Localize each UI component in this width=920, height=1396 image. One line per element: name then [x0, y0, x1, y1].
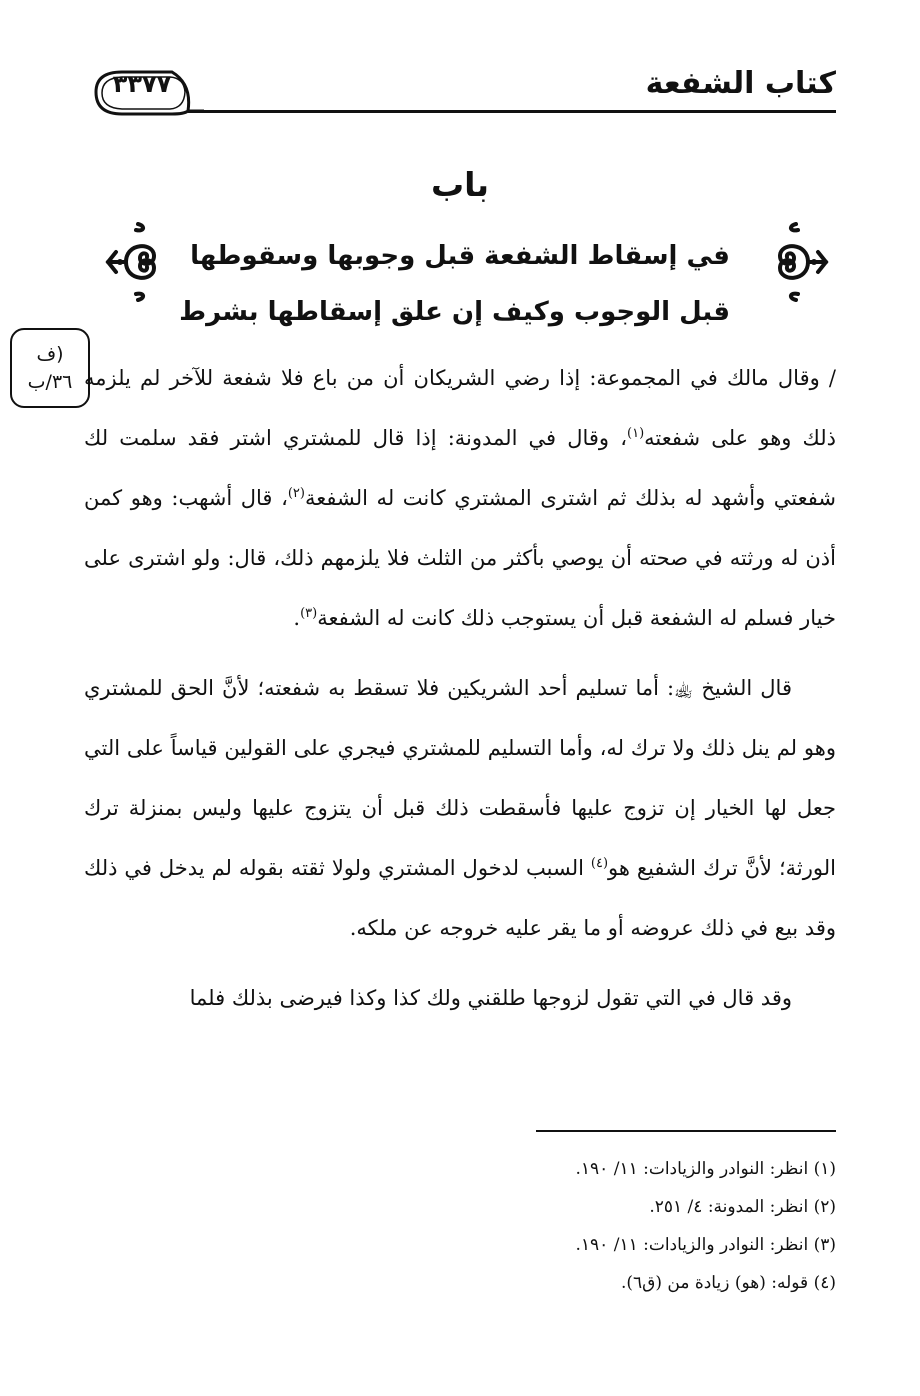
manuscript-folio-note: [10, 328, 90, 408]
chapter-title-line: في إسقاط الشفعة قبل وجوبها وسقوطها: [190, 241, 730, 271]
paragraph: [84, 658, 836, 958]
footnote: (١) انظر: النوادر والزيادات: ١١/ ١٩٠.: [575, 1159, 836, 1179]
footnote: (٣) انظر: النوادر والزيادات: ١١/ ١٩٠.: [575, 1235, 836, 1255]
header-rule: [188, 110, 836, 113]
page-number-badge: [92, 64, 204, 120]
footnotes: [84, 1150, 836, 1302]
text-run: / وقال مالك في المجموعة: إذا رضي الشريكان أن من باع فلا شفعة للآخر لم يلزمه ذلك وهو على شفعته: [84, 366, 836, 450]
floral-scroll-ornament-icon: [768, 222, 830, 302]
footnote-ref[interactable]: (١): [627, 426, 645, 441]
floral-scroll-ornament-icon: [104, 222, 166, 302]
paragraph: [84, 348, 836, 648]
footnote-ref[interactable]: (٣): [300, 606, 318, 621]
paragraph: وقد قال في التي تقول لزوجها طلقني ولك كذا وكذا فيرضى بذلك فلما: [189, 986, 792, 1010]
text-run: السبب لدخول المشتري ولولا ثقته بقوله لم يدخل في ذلك وقد بيع في ذلك عروضه أو ما يقر عليه خروجه عن ملكه.: [84, 856, 836, 940]
text-run: قال الشيخ ﵀: أما تسليم أحد الشريكين فلا تسقط به شفعته؛ لأنَّ الحق للمشتري وهو لم ينل ذلك ولا ترك له، وأما التسليم للمشتري فيجري على القولين قياساً على التي جعل لها الخيار إن تزوج عليها فأسقطت ذلك قبل أن يتزوج عليها وليس بمنزلة ترك الورثة؛ لأنَّ ترك الشفيع هو: [84, 676, 836, 880]
footnote: (٤) قوله: (هو) زيادة من (ق٦).: [620, 1273, 836, 1293]
chapter-title-line: قبل الوجوب وكيف إن علق إسقاطها بشرط: [179, 297, 730, 327]
footnote-ref[interactable]: (٢): [287, 486, 305, 501]
chapter-title: [179, 228, 730, 340]
book-title: كتاب الشفعة: [645, 66, 836, 101]
text-run: ، وقال في المدونة: إذا قال للمشتري اشتر فقد سلمت لك شفعتي وأشهد له بذلك ثم اشترى المشتري كانت له الشفعة: [84, 426, 836, 510]
text-run: ، قال أشهب: وهو كمن أذن له ورثته في صحته أن يوصي بأكثر من الثلث فلا يلزمهم ذلك، قال: ولو اشترى على خيار فسلم له الشفعة قبل أن يستوجب ذلك كانت له الشفعة: [84, 486, 836, 630]
page-number: ٣٣٧٧: [112, 70, 172, 98]
footnote-ref[interactable]: (٤): [590, 856, 609, 871]
chapter-label: باب: [431, 165, 489, 204]
footnote: (٢) انظر: المدونة: ٤/ ٢٥١.: [649, 1197, 836, 1217]
body-text: [84, 348, 836, 1028]
text-run: .: [293, 606, 301, 630]
folio-note-line: (ف: [36, 343, 64, 365]
folio-note-line: ٣٦/ب: [27, 371, 73, 393]
footnote-separator: [536, 1130, 836, 1132]
